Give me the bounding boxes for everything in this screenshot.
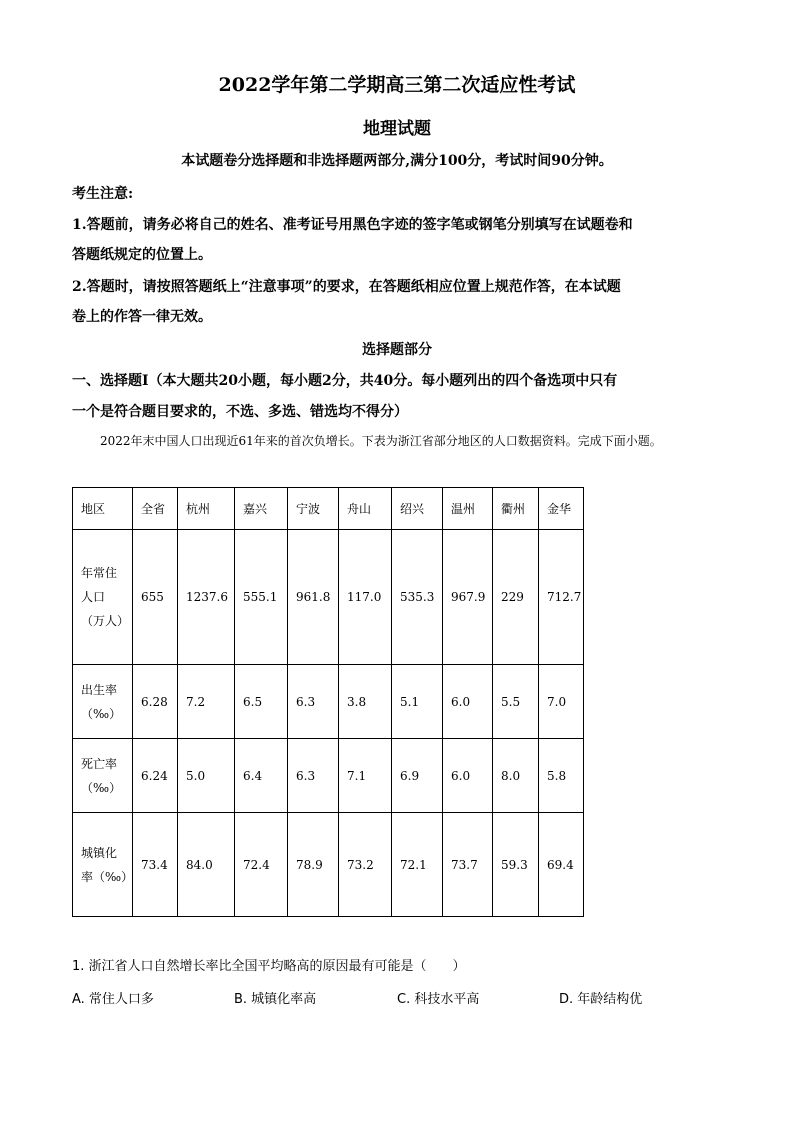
exam-intro: 本试题卷分选择题和非选择题两部分,满分100分，考试时间90分钟。 xyxy=(181,153,613,169)
table-cell: 1237.6 xyxy=(178,530,235,665)
notice-item-1-line-2: 答题纸规定的位置上。 xyxy=(72,247,212,263)
table-row xyxy=(73,813,584,917)
population-table xyxy=(72,487,584,917)
section-title: 选择题部分 xyxy=(362,342,432,358)
table-cell: 117.0 xyxy=(339,530,392,665)
table-cell: 6.3 xyxy=(288,739,339,813)
table-row xyxy=(73,739,584,813)
subject-title: 地理试题 xyxy=(363,119,431,139)
table-cell: 555.1 xyxy=(235,530,288,665)
table-header-cell: 金华 xyxy=(539,488,584,530)
table-cell: 73.7 xyxy=(443,813,493,917)
table-cell: 967.9 xyxy=(443,530,493,665)
notice-item-2-line-2: 卷上的作答一律无效。 xyxy=(72,309,212,325)
option-d[interactable]: D. 年龄结构优 xyxy=(559,992,643,1007)
table-header-cell: 宁波 xyxy=(288,488,339,530)
option-c[interactable]: C. 科技水平高 xyxy=(397,992,480,1007)
table-cell: 5.1 xyxy=(392,665,443,739)
table-cell: 712.7 xyxy=(539,530,584,665)
table-cell: 6.0 xyxy=(443,665,493,739)
table-cell: 72.1 xyxy=(392,813,443,917)
table-header-cell: 地区 xyxy=(73,488,133,530)
table-cell: 7.2 xyxy=(178,665,235,739)
reading-passage: 2022年末中国人口出现近61年来的首次负增长。下表为浙江省部分地区的人口数据资料。完成下面小题。 xyxy=(100,434,662,448)
section-instruction-line-2: 一个是符合题目要求的，不选、多选、错选均不得分） xyxy=(72,404,408,420)
table-cell: 72.4 xyxy=(235,813,288,917)
table-cell: 229 xyxy=(493,530,539,665)
exam-title: 2022学年第二学期高三第二次适应性考试 xyxy=(218,74,576,96)
option-b[interactable]: B. 城镇化率高 xyxy=(234,992,317,1007)
table-row xyxy=(73,665,584,739)
notice-item-1-line-1: 1.答题前，请务必将自己的姓名、准考证号用黑色字迹的签字笔或钢笔分别填写在试题卷和 xyxy=(72,217,633,233)
table-header-row xyxy=(73,488,584,530)
table-cell: 6.4 xyxy=(235,739,288,813)
row-label: 年常住人口（万人） xyxy=(73,530,133,665)
row-label: 出生率（‰） xyxy=(73,665,133,739)
table-cell: 6.3 xyxy=(288,665,339,739)
notice-item-2-line-1: 2.答题时，请按照答题纸上“注意事项”的要求，在答题纸相应位置上规范作答，在本试题 xyxy=(72,279,621,295)
table-cell: 7.0 xyxy=(539,665,584,739)
table-cell: 7.1 xyxy=(339,739,392,813)
question-1-stem: 1. 浙江省人口自然增长率比全国平均略高的原因最有可能是（ ） xyxy=(72,959,466,974)
table-cell: 78.9 xyxy=(288,813,339,917)
table-cell: 535.3 xyxy=(392,530,443,665)
table-header-cell: 舟山 xyxy=(339,488,392,530)
table-cell: 84.0 xyxy=(178,813,235,917)
table-header-cell: 衢州 xyxy=(493,488,539,530)
table-header-cell: 嘉兴 xyxy=(235,488,288,530)
table-header-cell: 绍兴 xyxy=(392,488,443,530)
table-cell: 6.24 xyxy=(133,739,178,813)
row-label: 城镇化率（‰） xyxy=(73,813,133,917)
table-header-cell: 全省 xyxy=(133,488,178,530)
table-cell: 5.8 xyxy=(539,739,584,813)
table-cell: 5.0 xyxy=(178,739,235,813)
table-cell: 961.8 xyxy=(288,530,339,665)
section-instruction-line-1: 一、选择题Ⅰ（本大题共20小题，每小题2分，共40分。每小题列出的四个备选项中只有 xyxy=(72,373,618,389)
table-cell: 6.0 xyxy=(443,739,493,813)
table-cell: 59.3 xyxy=(493,813,539,917)
table-cell: 6.5 xyxy=(235,665,288,739)
table-cell: 69.4 xyxy=(539,813,584,917)
table-cell: 6.28 xyxy=(133,665,178,739)
row-label: 死亡率（‰） xyxy=(73,739,133,813)
table-cell: 73.4 xyxy=(133,813,178,917)
option-a[interactable]: A. 常住人口多 xyxy=(72,992,154,1007)
table-header-cell: 杭州 xyxy=(178,488,235,530)
table-cell: 6.9 xyxy=(392,739,443,813)
table-cell: 73.2 xyxy=(339,813,392,917)
table-cell: 3.8 xyxy=(339,665,392,739)
table-cell: 655 xyxy=(133,530,178,665)
table-cell: 8.0 xyxy=(493,739,539,813)
table-header-cell: 温州 xyxy=(443,488,493,530)
notice-heading: 考生注意: xyxy=(72,186,134,202)
table-cell: 5.5 xyxy=(493,665,539,739)
table-row xyxy=(73,530,584,665)
